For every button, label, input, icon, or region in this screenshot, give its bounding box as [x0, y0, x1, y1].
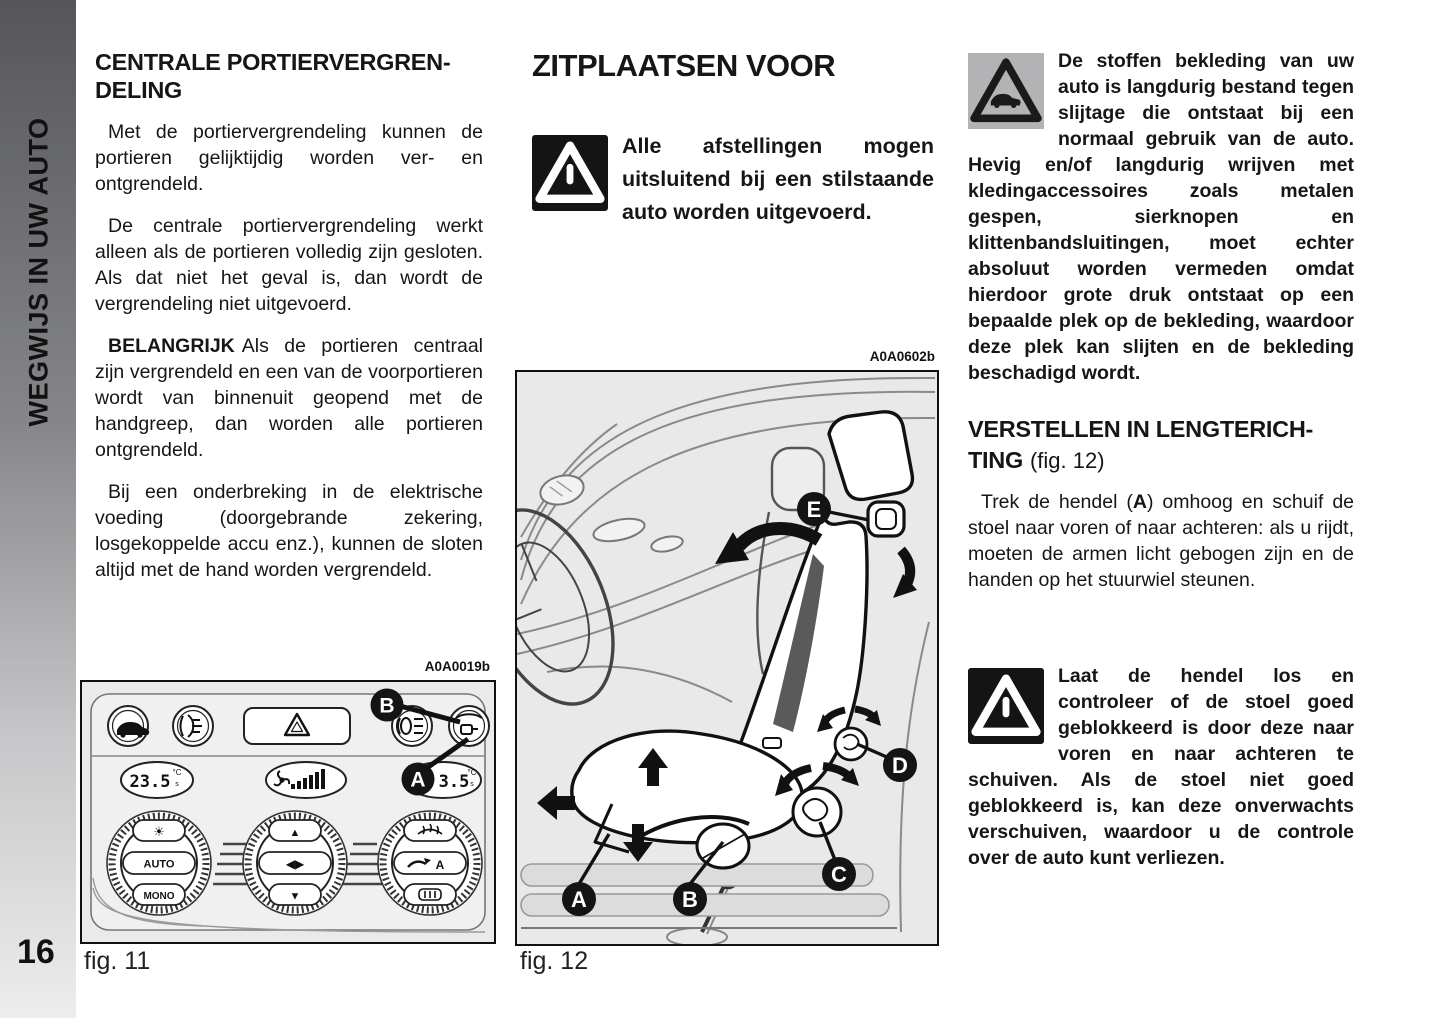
figure11-code: A0A0019b [424, 659, 490, 674]
paragraph-text: Trek de hendel ( [981, 491, 1133, 513]
figure12-seat-adjustment [515, 370, 939, 946]
figure12-code: A0A0602b [869, 349, 935, 364]
badge-a-label: A [571, 887, 587, 912]
figure11-climate-panel [80, 680, 496, 944]
airflow-a-label: A [435, 858, 445, 872]
chapter-heading-front-seats: ZITPLAATSEN VOOR [532, 48, 836, 83]
sun-icon: ☀ [153, 824, 165, 839]
figure11-illustration [82, 682, 494, 942]
badge-b-label: B [682, 887, 698, 912]
warning-block-upholstery [968, 48, 1354, 386]
temp-sub-right: s [470, 781, 474, 788]
paragraph-text: Als de portieren centraal zijn vergrendeld en een van de voorportieren wordt van binnenuit geopend met de handgreep, dan worden alle portieren ontgrendeld. [95, 335, 483, 461]
paragraph: Bij een onderbreking in de elektrische voeding (doorgebrande zekering, losgekoppelde accu enz.), kunnen de sloten altijd met de hand worden vergrendeld. [95, 481, 483, 581]
paragraph: De centrale portiervergrendeling werkt alleen als de portieren volledig zijn gesloten. Als dat niet het geval is, dan wordt de vergrendeling niet uitgevoerd. [95, 215, 483, 315]
badge-c-label: C [831, 862, 847, 887]
section-heading-central-locking: CENTRALE PORTIERVERGREN-DELING [95, 49, 451, 103]
lever-ref: A [1132, 491, 1147, 513]
column-right [968, 48, 1354, 871]
warning-block-adjustments [532, 130, 934, 229]
warning-text: Laat de hendel los en controleer of de stoel goed geblokkeerd is door deze naar voren en naar achteren te schuiven. Als de stoel niet goed geblokkeerd is, kan deze onverwachts verschuiven, waardoor u de controle over de auto kunt verliezen. [968, 665, 1354, 869]
heading-figref: (fig. 12) [1029, 448, 1105, 473]
warning-text: Alle afstellingen mogen uitsluitend bij een stilstaande auto worden uitgevoerd. [622, 134, 934, 224]
paragraph-text: ) omhoog en schuif de stoel naar voren of naar achteren: als u rijdt, moeten de armen licht gebogen zijn en de handen op het stuurwiel steunen. [968, 491, 1355, 591]
paragraph: Met de portiervergrendeling kunnen de portieren gelijktijdig worden ver- en ontgrendeld. [95, 121, 483, 195]
paragraph-lengthwise [968, 489, 1354, 593]
paragraph-important [95, 333, 483, 463]
figure12-illustration [517, 372, 937, 944]
badge-b-label: B [379, 694, 395, 718]
chapter-title-vertical: WEGWIJS IN UW AUTO [23, 117, 54, 427]
temp-sub-left: s [175, 781, 179, 788]
column-left [95, 48, 483, 599]
figure12-caption: fig. 12 [520, 947, 589, 975]
car-wear-warning-icon [968, 53, 1044, 129]
temp-unit-right: °C [467, 768, 477, 777]
column-middle [532, 48, 934, 229]
chapter-sidebar [0, 0, 76, 1018]
heading-text: VERSTELLEN IN LENGTERICH-TING [968, 416, 1314, 473]
auto-label: AUTO [143, 858, 175, 871]
arrow-spread-icon: ◀▶ [285, 857, 305, 871]
temp-display-left: 23.5 [129, 772, 171, 792]
important-label: BELANGRIJK [108, 335, 235, 357]
figure11-caption: fig. 11 [84, 947, 151, 975]
arrow-down-icon: ▼ [289, 890, 301, 903]
knob-airflow [378, 811, 482, 915]
knob-fan [243, 811, 347, 915]
section-heading-lengthwise [968, 414, 1354, 476]
warning-triangle-icon [532, 135, 608, 211]
badge-e-label: E [806, 497, 822, 522]
arrow-up-icon: ▲ [289, 827, 301, 839]
recline-knob-c [793, 788, 841, 836]
backrest-handle [868, 502, 904, 536]
page-number: 16 [17, 933, 55, 971]
mono-label: MONO [143, 891, 175, 902]
warning-text: De stoffen bekleding van uw auto is langdurig bestand tegen slijtage die ontstaat bij een normaal gebruik van de auto. Hevig en/of langdurig wrijven met kledingaccessoires zoals metalen gespen, sierknopen en klittenbandsluitingen, moet echter absoluut worden vermeden omdat hierdoor grote druk ontstaat op een bepaalde plek op de bekleding, waardoor deze plek kan slijten en de bekleding beschadigd wordt. [968, 50, 1354, 384]
recline-knob-d [835, 728, 867, 760]
temp-display-right: 3.5 [438, 772, 470, 792]
temp-unit-left: °C [172, 768, 182, 777]
warning-block-lock-check [968, 663, 1354, 871]
warning-triangle-icon [968, 668, 1044, 744]
badge-a-label: A [410, 768, 426, 792]
badge-d-label: D [892, 753, 908, 778]
knob-auto [107, 811, 211, 915]
